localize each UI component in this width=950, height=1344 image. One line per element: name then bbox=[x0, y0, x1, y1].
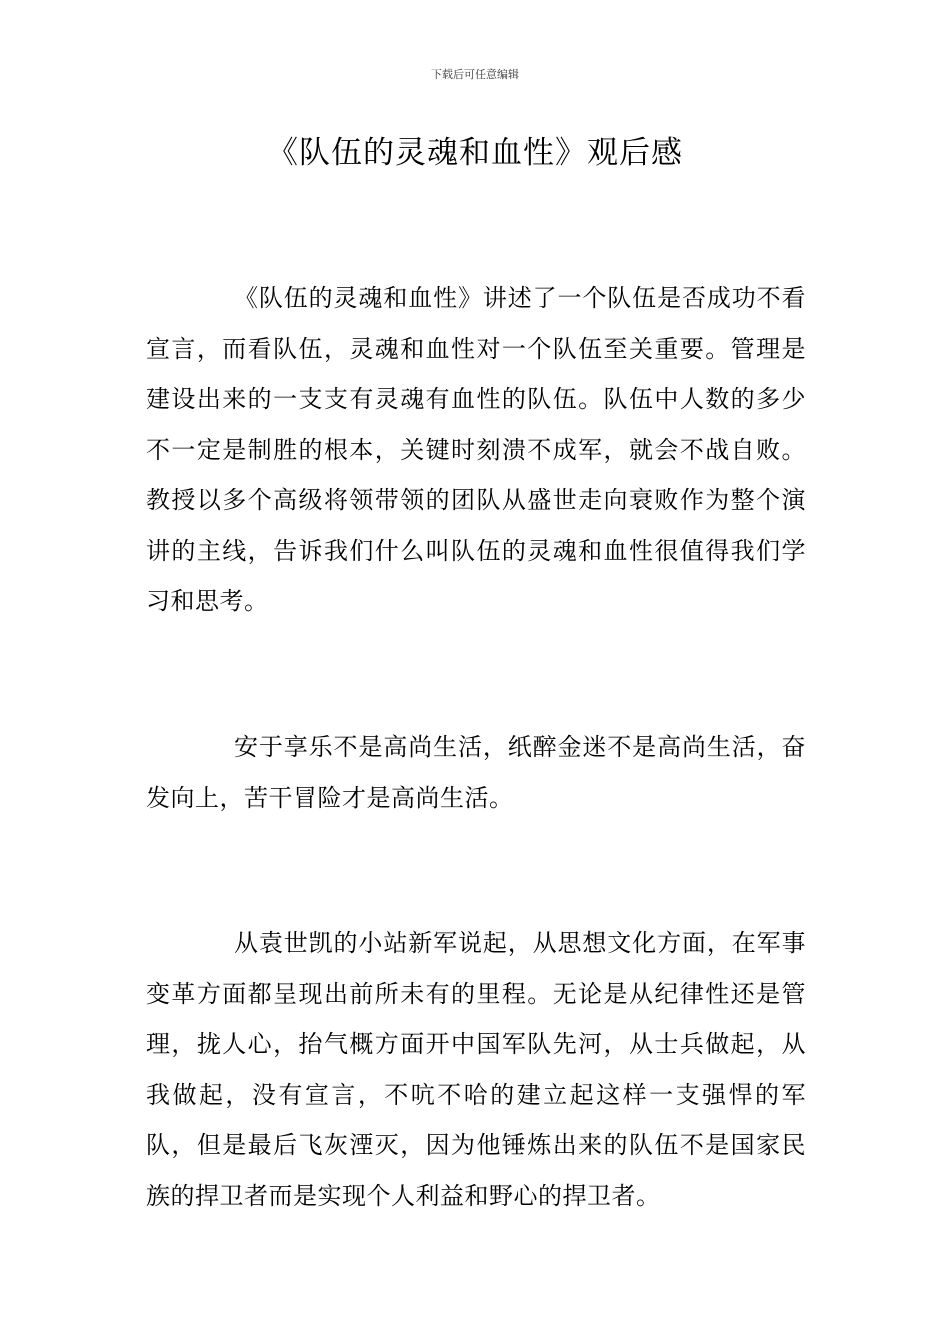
paragraph-2: 安于享乐不是高尚生活，纸醉金迷不是高尚生活，奋发向上，苦干冒险才是高尚生活。 bbox=[146, 733, 806, 812]
paragraph-1: 《队伍的灵魂和血性》讲述了一个队伍是否成功不看宣言，而看队伍，灵魂和血性对一个队伍至关重要。管理是建设出来的一支支有灵魂有血性的队伍。队伍中人数的多少不一定是制胜的根本，关键时刻溃不成军，就会不战自败。教授以多个高级将领带领的团队从盛世走向衰败作为整个演讲的主线，告诉我们什么叫队伍的灵魂和血性很值得我们学习和思考。 bbox=[146, 284, 806, 615]
header-note: 下载后可任意编辑 bbox=[431, 68, 519, 81]
document-title: 《队伍的灵魂和血性》观后感 bbox=[267, 135, 683, 171]
paragraph-3: 从袁世凯的小站新军说起，从思想文化方面，在军事变革方面都呈现出前所未有的里程。无论是从纪律性还是管理，拢人心，抬气概方面开中国军队先河，从士兵做起，从我做起，没有宣言，不吭不哈的建立起这样一支强悍的军队，但是最后飞灰湮灭，因为他锤炼出来的队伍不是国家民族的捍卫者而是实现个人利益和野心的捍卫者。 bbox=[146, 929, 806, 1210]
